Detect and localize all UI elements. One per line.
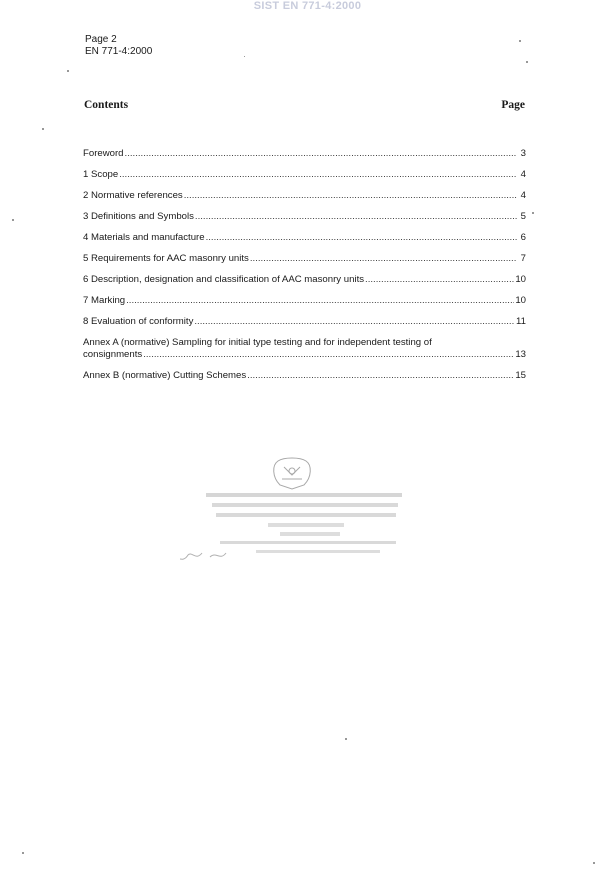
toc-entry-title: 4 Materials and manufacture — [83, 232, 205, 243]
toc-entry-marking[interactable] — [83, 295, 526, 316]
toc-entry-title: 3 Definitions and Symbols — [83, 211, 194, 222]
toc-entry-annex-b[interactable] — [83, 370, 526, 391]
toc-entry-title-continued: consignments — [83, 349, 143, 360]
toc-entry-title: Annex B (normative) Cutting Schemes — [83, 370, 247, 381]
toc-dot-leader — [143, 349, 514, 361]
stamp-text-lines — [206, 493, 402, 553]
toc-entry-page: 10 — [515, 295, 526, 306]
toc-entry-page: 10 — [515, 274, 526, 285]
toc-entry-title: 6 Description, designation and classification of AAC masonry units — [83, 274, 365, 285]
toc-entry-materials[interactable] — [83, 232, 526, 253]
scan-speck — [526, 61, 528, 63]
scan-speck — [345, 738, 347, 740]
page-label: Page 2 — [85, 34, 117, 45]
toc-entry-page: 4 — [520, 190, 526, 201]
contents-heading: Contents — [84, 99, 129, 111]
toc-entry-scope[interactable] — [83, 169, 526, 190]
toc-dot-leader — [247, 370, 514, 382]
toc-dot-leader — [126, 295, 514, 307]
toc-entry-description[interactable] — [83, 274, 526, 295]
toc-dot-leader — [184, 190, 517, 202]
toc-entry-title: 1 Scope — [83, 169, 119, 180]
toc-entry-annex-a[interactable] — [83, 337, 526, 370]
page-column-heading: Page — [501, 99, 525, 111]
toc-dot-leader — [125, 148, 517, 160]
stamp-signature-mark — [180, 553, 226, 561]
toc-entry-title: 5 Requirements for AAC masonry units — [83, 253, 249, 264]
table-of-contents — [83, 148, 526, 391]
toc-entry-page: 11 — [516, 316, 526, 327]
toc-entry-page: 5 — [520, 211, 526, 222]
toc-dot-leader — [250, 253, 517, 265]
toc-entry-title: Annex A (normative) Sampling for initial type testing and for independent testing of — [83, 337, 432, 348]
toc-dot-leader — [365, 274, 514, 286]
toc-entry-title: Foreword — [83, 148, 124, 159]
scan-speck — [244, 56, 245, 57]
toc-entry-page: 7 — [520, 253, 526, 264]
library-stamp — [180, 455, 440, 575]
toc-entry-page: 6 — [520, 232, 526, 243]
toc-entry-page: 3 — [520, 148, 526, 159]
page-header — [85, 34, 152, 58]
toc-entry-requirements[interactable] — [83, 253, 526, 274]
toc-entry-evaluation[interactable] — [83, 316, 526, 337]
toc-entry-page: 13 — [515, 349, 526, 360]
scan-speck — [22, 852, 24, 854]
toc-entry-foreword[interactable] — [83, 148, 526, 169]
toc-dot-leader — [119, 169, 517, 181]
toc-dot-leader — [194, 316, 515, 328]
toc-dot-leader — [195, 211, 517, 223]
toc-entry-page: 4 — [520, 169, 526, 180]
scan-speck — [67, 70, 69, 72]
toc-entry-title: 7 Marking — [83, 295, 126, 306]
toc-entry-title: 8 Evaluation of conformity — [83, 316, 194, 327]
toc-entry-definitions[interactable] — [83, 211, 526, 232]
scan-speck — [12, 219, 14, 221]
toc-entry-title: 2 Normative references — [83, 190, 183, 201]
toc-dot-leader — [206, 232, 517, 244]
document-id: EN 771-4:2000 — [85, 46, 153, 57]
scan-speck — [532, 212, 534, 214]
watermark: SIST EN 771-4:2000 — [253, 0, 362, 12]
coat-of-arms-icon — [274, 458, 311, 489]
toc-entry-normative-references[interactable] — [83, 190, 526, 211]
scan-speck — [519, 40, 521, 42]
scan-speck — [42, 128, 44, 130]
scan-speck — [593, 862, 595, 864]
toc-entry-page: 15 — [515, 370, 526, 381]
